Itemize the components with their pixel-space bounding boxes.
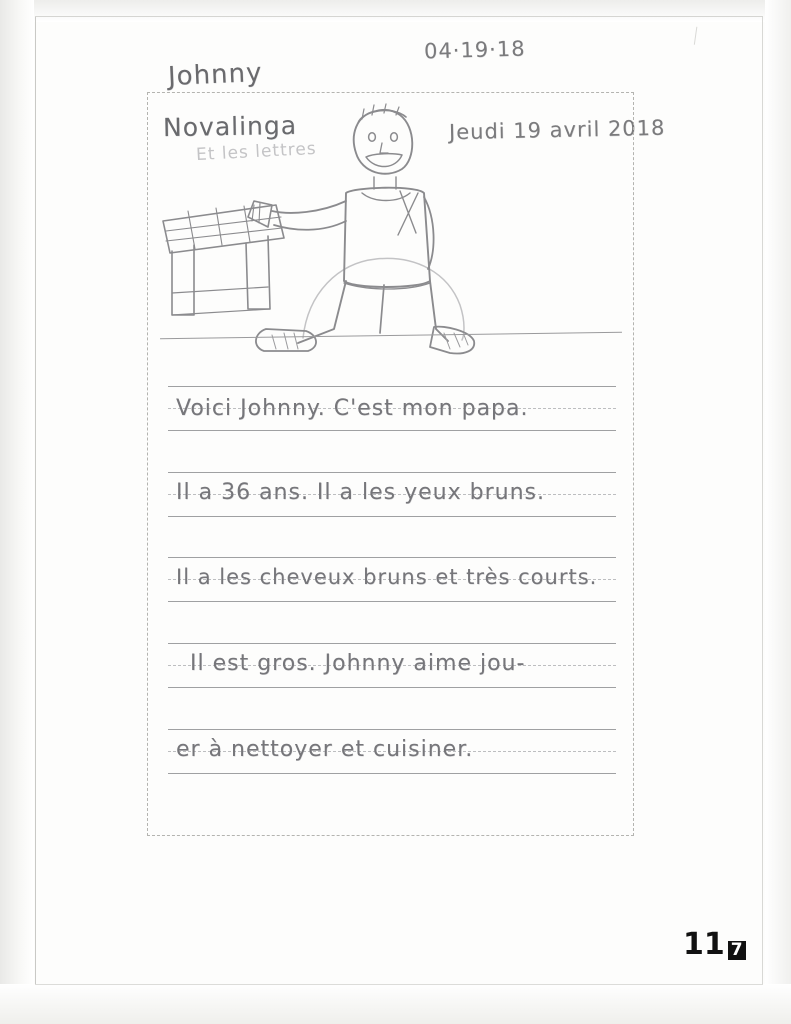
- page-number-superscript: 7: [728, 941, 746, 960]
- rule-top-1: [168, 386, 616, 387]
- student-last-name: Novalinga: [162, 110, 298, 143]
- rule-base-1: [168, 430, 616, 431]
- page-number-stamp: [683, 927, 746, 962]
- drawing-svg: [148, 93, 633, 361]
- date-stamp-handwritten: 04·19·18: [423, 36, 526, 64]
- writing-line-4: Il est gros. Johnny aime jou-: [190, 651, 526, 676]
- scan-shadow-left: [0, 0, 34, 1024]
- scan-shadow-bottom: [0, 984, 791, 1024]
- scan-shadow-top: [0, 0, 791, 22]
- sheet-edge-top: [35, 16, 763, 17]
- paper-fold-mark: [694, 27, 715, 47]
- page-number-digits: 11: [683, 927, 725, 962]
- rule-base-2: [168, 516, 616, 517]
- sheet-edge-bottom: [35, 984, 763, 985]
- french-date: Jeudi 19 avril 2018: [448, 115, 666, 145]
- writing-line-3: Il a les cheveux bruns et très courts.: [176, 565, 598, 589]
- sheet-edge-left: [35, 16, 36, 984]
- scan-shadow-right: [765, 0, 791, 1024]
- rule-top-3: [168, 557, 616, 558]
- sheet-edge-right: [762, 16, 763, 984]
- rule-top-2: [168, 472, 616, 473]
- writing-line-5: er à nettoyer et cuisiner.: [176, 737, 474, 762]
- erased-note: Et les lettres: [195, 138, 318, 166]
- rule-base-5: [168, 773, 616, 774]
- rule-base-4: [168, 687, 616, 688]
- student-first-name: Johnny: [167, 57, 264, 93]
- writing-line-1: Voici Johnny. C'est mon papa.: [176, 396, 529, 421]
- rule-top-4: [168, 643, 616, 644]
- rule-top-5: [168, 729, 616, 730]
- student-drawing: [148, 93, 633, 361]
- writing-line-2: Il a 36 ans. Il a les yeux bruns.: [176, 480, 545, 505]
- rule-base-3: [168, 601, 616, 602]
